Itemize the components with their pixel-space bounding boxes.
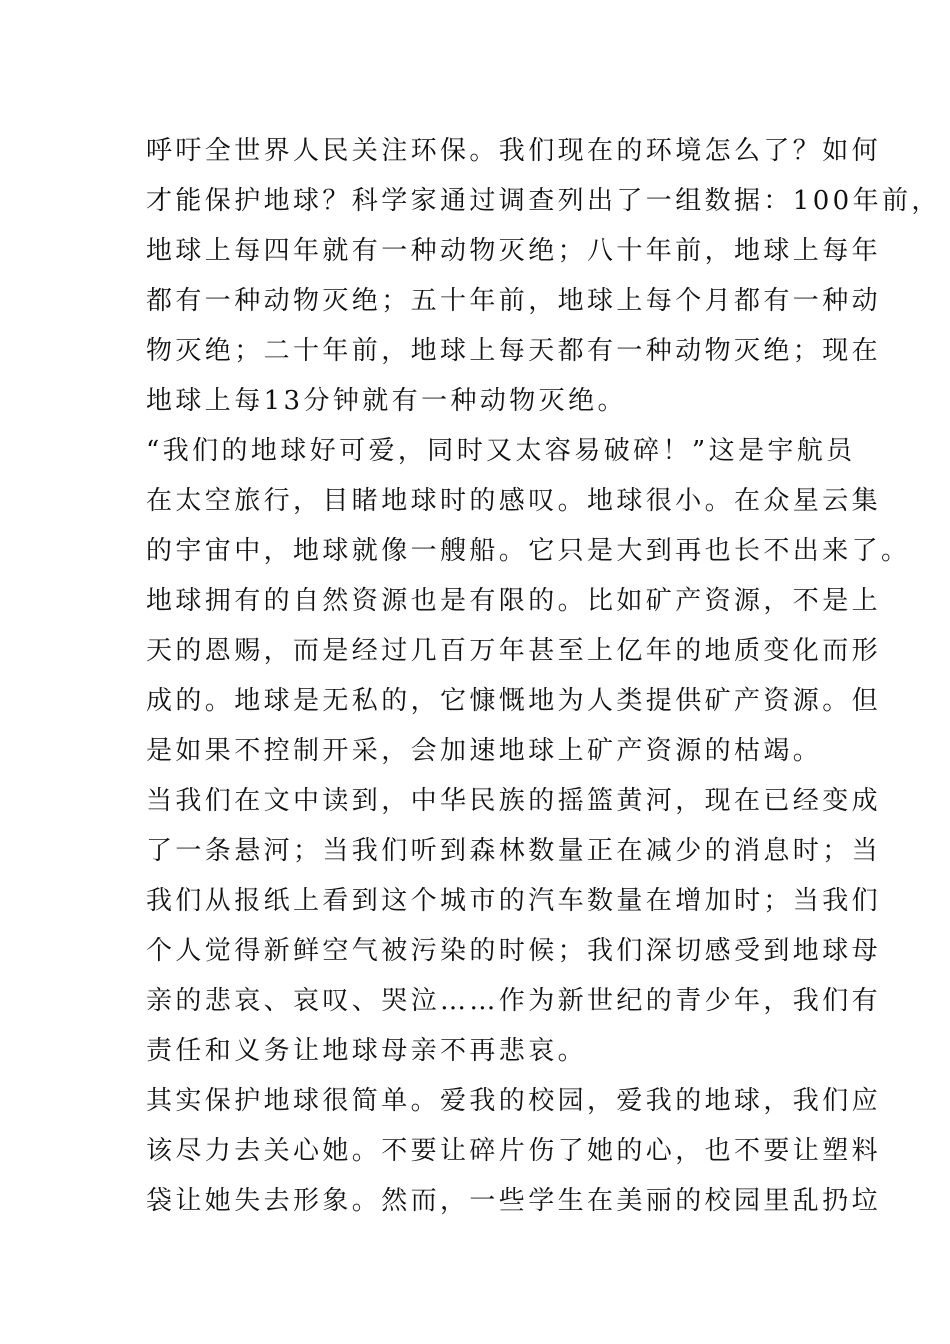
paragraph-2-line-1: “我们的地球好可爱，同时又太容易破碎！”这是宇航员 bbox=[146, 436, 856, 466]
paragraph-1-line-1: 呼吁全世界人民关注环保。我们现在的环境怎么了？如何 bbox=[146, 136, 882, 166]
paragraph-4-line-1: 其实保护地球很简单。爱我的校园，爱我的地球，我们应 bbox=[146, 1086, 882, 1116]
paragraph-4-line-2: 该尽力去关心她。不要让碎片伤了她的心，也不要让塑料 bbox=[146, 1136, 882, 1166]
paragraph-3-line-6: 责任和义务让地球母亲不再悲哀。 bbox=[146, 1036, 588, 1066]
paragraph-1-line-4: 都有一种动物灭绝；五十年前，地球上每个月都有一种动 bbox=[146, 286, 882, 316]
paragraph-3-line-2: 了一条悬河；当我们听到森林数量正在减少的消息时；当 bbox=[146, 836, 882, 866]
paragraph-2-line-3: 的宇宙中，地球就像一艘船。它只是大到再也长不出来了。 bbox=[146, 536, 911, 566]
paragraph-3-line-1: 当我们在文中读到，中华民族的摇篮黄河，现在已经变成 bbox=[146, 786, 882, 816]
paragraph-4-line-3: 袋让她失去形象。然而，一些学生在美丽的校园里乱扔垃 bbox=[146, 1186, 882, 1216]
paragraph-2-line-2: 在太空旅行，目睹地球时的感叹。地球很小。在众星云集 bbox=[146, 486, 882, 516]
paragraph-2-line-7: 是如果不控制开采，会加速地球上矿产资源的枯竭。 bbox=[146, 736, 823, 766]
paragraph-1-line-5: 物灭绝；二十年前，地球上每天都有一种动物灭绝；现在 bbox=[146, 336, 882, 366]
paragraph-1-line-2: 才能保护地球？科学家通过调查列出了一组数据：100年前， bbox=[146, 186, 941, 216]
paragraph-1-line-3: 地球上每四年就有一种动物灭绝；八十年前，地球上每年 bbox=[146, 236, 882, 266]
paragraph-3-line-4: 个人觉得新鲜空气被污染的时候；我们深切感受到地球母 bbox=[146, 936, 882, 966]
paragraph-2-line-5: 天的恩赐，而是经过几百万年甚至上亿年的地质变化而形 bbox=[146, 636, 882, 666]
paragraph-3-line-3: 我们从报纸上看到这个城市的汽车数量在增加时；当我们 bbox=[146, 886, 882, 916]
paragraph-2-line-4: 地球拥有的自然资源也是有限的。比如矿产资源，不是上 bbox=[146, 586, 882, 616]
paragraph-3-line-5: 亲的悲哀、哀叹、哭泣……作为新世纪的青少年，我们有 bbox=[146, 986, 882, 1016]
paragraph-2-line-6: 成的。地球是无私的，它慷慨地为人类提供矿产资源。但 bbox=[146, 686, 882, 716]
paragraph-1-line-6: 地球上每13分钟就有一种动物灭绝。 bbox=[146, 386, 627, 416]
